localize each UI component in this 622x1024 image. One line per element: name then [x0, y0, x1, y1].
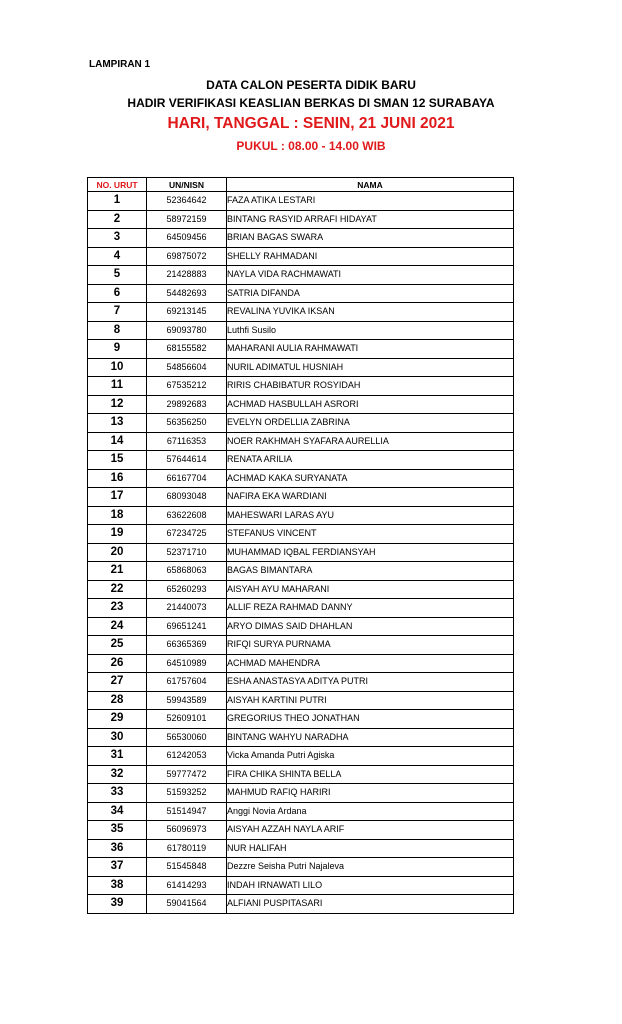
no-urut-cell: 19	[88, 525, 147, 544]
table-row	[88, 488, 514, 507]
nama-cell: MUHAMMAD IQBAL FERDIANSYAH	[227, 543, 514, 562]
table-row	[88, 192, 514, 211]
nama-cell: Anggi Novia Ardana	[227, 802, 514, 821]
no-urut-cell: 35	[88, 821, 147, 840]
table-row	[88, 654, 514, 673]
nama-cell: NOER RAKHMAH SYAFARA AURELLIA	[227, 432, 514, 451]
no-urut-cell: 38	[88, 876, 147, 895]
table-row	[88, 340, 514, 359]
nama-cell: ALFIANI PUSPITASARI	[227, 895, 514, 914]
nisn-cell: 61242053	[147, 747, 227, 766]
no-urut-cell: 3	[88, 229, 147, 248]
nisn-cell: 57644614	[147, 451, 227, 470]
nama-cell: AISYAH AZZAH NAYLA ARIF	[227, 821, 514, 840]
nisn-cell: 52371710	[147, 543, 227, 562]
nama-cell: NUR HALIFAH	[227, 839, 514, 858]
nisn-cell: 54856604	[147, 358, 227, 377]
participants-table	[87, 177, 514, 914]
no-urut-cell: 31	[88, 747, 147, 766]
nama-cell: Vicka Amanda Putri Agiska	[227, 747, 514, 766]
nama-cell: REVALINA YUVIKA IKSAN	[227, 303, 514, 322]
table-row	[88, 599, 514, 618]
nama-cell: BRIAN BAGAS SWARA	[227, 229, 514, 248]
column-header-no-urut: NO. URUT	[88, 178, 147, 192]
lampiran-label: LAMPIRAN 1	[89, 59, 151, 70]
nama-cell: INDAH IRNAWATI LILO	[227, 876, 514, 895]
table-row	[88, 469, 514, 488]
no-urut-cell: 14	[88, 432, 147, 451]
nisn-cell: 66167704	[147, 469, 227, 488]
table-row	[88, 562, 514, 581]
table-row	[88, 617, 514, 636]
document-title: DATA CALON PESERTA DIDIK BARU	[206, 78, 416, 92]
table-row	[88, 321, 514, 340]
no-urut-cell: 30	[88, 728, 147, 747]
nisn-cell: 68093048	[147, 488, 227, 507]
nisn-cell: 67116353	[147, 432, 227, 451]
no-urut-cell: 8	[88, 321, 147, 340]
nisn-cell: 64510989	[147, 654, 227, 673]
nama-cell: SHELLY RAHMADANI	[227, 247, 514, 266]
nisn-cell: 21440073	[147, 599, 227, 618]
no-urut-cell: 36	[88, 839, 147, 858]
table-row	[88, 765, 514, 784]
table-header-row	[88, 178, 514, 192]
nama-cell: ACHMAD MAHENDRA	[227, 654, 514, 673]
nama-cell: NURIL ADIMATUL HUSNIAH	[227, 358, 514, 377]
no-urut-cell: 13	[88, 414, 147, 433]
table-row	[88, 525, 514, 544]
nama-cell: MAHESWARI LARAS AYU	[227, 506, 514, 525]
nisn-cell: 59777472	[147, 765, 227, 784]
table-row	[88, 284, 514, 303]
table-row	[88, 876, 514, 895]
nama-cell: MAHARANI AULIA RAHMAWATI	[227, 340, 514, 359]
nisn-cell: 69651241	[147, 617, 227, 636]
nama-cell: ARYO DIMAS SAID DHAHLAN	[227, 617, 514, 636]
nama-cell: RIRIS CHABIBATUR ROSYIDAH	[227, 377, 514, 396]
no-urut-cell: 12	[88, 395, 147, 414]
no-urut-cell: 10	[88, 358, 147, 377]
no-urut-cell: 4	[88, 247, 147, 266]
nama-cell: RIFQI SURYA PURNAMA	[227, 636, 514, 655]
table-row	[88, 266, 514, 285]
no-urut-cell: 39	[88, 895, 147, 914]
table-row	[88, 395, 514, 414]
date-line: HARI, TANGGAL : SENIN, 21 JUNI 2021	[167, 115, 455, 132]
no-urut-cell: 21	[88, 562, 147, 581]
nama-cell: ACHMAD KAKA SURYANATA	[227, 469, 514, 488]
document-subtitle: HADIR VERIFIKASI KEASLIAN BERKAS DI SMAN 12 SURABAYA	[127, 96, 495, 110]
table-row	[88, 303, 514, 322]
nisn-cell: 21428883	[147, 266, 227, 285]
nisn-cell: 56356250	[147, 414, 227, 433]
nisn-cell: 52364642	[147, 192, 227, 211]
nama-cell: FIRA CHIKA SHINTA BELLA	[227, 765, 514, 784]
table-row	[88, 229, 514, 248]
table-row	[88, 636, 514, 655]
no-urut-cell: 2	[88, 210, 147, 229]
no-urut-cell: 34	[88, 802, 147, 821]
table-row	[88, 747, 514, 766]
table-row	[88, 673, 514, 692]
nisn-cell: 54482693	[147, 284, 227, 303]
no-urut-cell: 25	[88, 636, 147, 655]
nama-cell: RENATA ARILIA	[227, 451, 514, 470]
table-row	[88, 858, 514, 877]
nama-cell: AISYAH AYU MAHARANI	[227, 580, 514, 599]
nama-cell: NAFIRA EKA WARDIANI	[227, 488, 514, 507]
table-row	[88, 802, 514, 821]
table-body	[88, 192, 514, 914]
no-urut-cell: 32	[88, 765, 147, 784]
table-row	[88, 451, 514, 470]
table-row	[88, 210, 514, 229]
nama-cell: Dezzre Seisha Putri Najaleva	[227, 858, 514, 877]
nisn-cell: 64509456	[147, 229, 227, 248]
no-urut-cell: 20	[88, 543, 147, 562]
nisn-cell: 69213145	[147, 303, 227, 322]
nisn-cell: 61780119	[147, 839, 227, 858]
nama-cell: BAGAS BIMANTARA	[227, 562, 514, 581]
table-row	[88, 895, 514, 914]
table-row	[88, 358, 514, 377]
nisn-cell: 29892683	[147, 395, 227, 414]
table-row	[88, 691, 514, 710]
nisn-cell: 59041564	[147, 895, 227, 914]
nisn-cell: 58972159	[147, 210, 227, 229]
column-header-nisn: UN/NISN	[147, 178, 227, 192]
no-urut-cell: 23	[88, 599, 147, 618]
no-urut-cell: 33	[88, 784, 147, 803]
nisn-cell: 51514947	[147, 802, 227, 821]
nisn-cell: 65260293	[147, 580, 227, 599]
nama-cell: SATRIA DIFANDA	[227, 284, 514, 303]
time-line: PUKUL : 08.00 - 14.00 WIB	[236, 139, 386, 153]
no-urut-cell: 11	[88, 377, 147, 396]
no-urut-cell: 26	[88, 654, 147, 673]
no-urut-cell: 27	[88, 673, 147, 692]
nisn-cell: 69875072	[147, 247, 227, 266]
no-urut-cell: 37	[88, 858, 147, 877]
table-row	[88, 821, 514, 840]
table-row	[88, 432, 514, 451]
nisn-cell: 65868063	[147, 562, 227, 581]
column-header-nama: NAMA	[227, 178, 514, 192]
table-row	[88, 247, 514, 266]
nisn-cell: 66365369	[147, 636, 227, 655]
nama-cell: AISYAH KARTINI PUTRI	[227, 691, 514, 710]
nama-cell: ALLIF REZA RAHMAD DANNY	[227, 599, 514, 618]
nama-cell: FAZA ATIKA LESTARI	[227, 192, 514, 211]
nisn-cell: 56530060	[147, 728, 227, 747]
no-urut-cell: 15	[88, 451, 147, 470]
table-row	[88, 710, 514, 729]
nisn-cell: 59943589	[147, 691, 227, 710]
no-urut-cell: 7	[88, 303, 147, 322]
nisn-cell: 51593252	[147, 784, 227, 803]
no-urut-cell: 18	[88, 506, 147, 525]
no-urut-cell: 16	[88, 469, 147, 488]
nisn-cell: 69093780	[147, 321, 227, 340]
table-row	[88, 580, 514, 599]
nisn-cell: 56096973	[147, 821, 227, 840]
table-row	[88, 784, 514, 803]
no-urut-cell: 28	[88, 691, 147, 710]
table-row	[88, 377, 514, 396]
no-urut-cell: 5	[88, 266, 147, 285]
nisn-cell: 51545848	[147, 858, 227, 877]
nisn-cell: 61414293	[147, 876, 227, 895]
nama-cell: STEFANUS VINCENT	[227, 525, 514, 544]
table-row	[88, 506, 514, 525]
nama-cell: ACHMAD HASBULLAH ASRORI	[227, 395, 514, 414]
no-urut-cell: 22	[88, 580, 147, 599]
no-urut-cell: 1	[88, 192, 147, 211]
nama-cell: ESHA ANASTASYA ADITYA PUTRI	[227, 673, 514, 692]
no-urut-cell: 6	[88, 284, 147, 303]
table-row	[88, 728, 514, 747]
nisn-cell: 67535212	[147, 377, 227, 396]
table-row	[88, 543, 514, 562]
nisn-cell: 68155582	[147, 340, 227, 359]
no-urut-cell: 17	[88, 488, 147, 507]
table-row	[88, 839, 514, 858]
nama-cell: EVELYN ORDELLIA ZABRINA	[227, 414, 514, 433]
nama-cell: BINTANG WAHYU NARADHA	[227, 728, 514, 747]
nisn-cell: 63622608	[147, 506, 227, 525]
nama-cell: Luthfi Susilo	[227, 321, 514, 340]
nisn-cell: 67234725	[147, 525, 227, 544]
no-urut-cell: 9	[88, 340, 147, 359]
no-urut-cell: 29	[88, 710, 147, 729]
nama-cell: NAYLA VIDA RACHMAWATI	[227, 266, 514, 285]
table-row	[88, 414, 514, 433]
nama-cell: MAHMUD RAFIQ HARIRI	[227, 784, 514, 803]
nama-cell: GREGORIUS THEO JONATHAN	[227, 710, 514, 729]
nisn-cell: 61757604	[147, 673, 227, 692]
nama-cell: BINTANG RASYID ARRAFI HIDAYAT	[227, 210, 514, 229]
no-urut-cell: 24	[88, 617, 147, 636]
nisn-cell: 52609101	[147, 710, 227, 729]
